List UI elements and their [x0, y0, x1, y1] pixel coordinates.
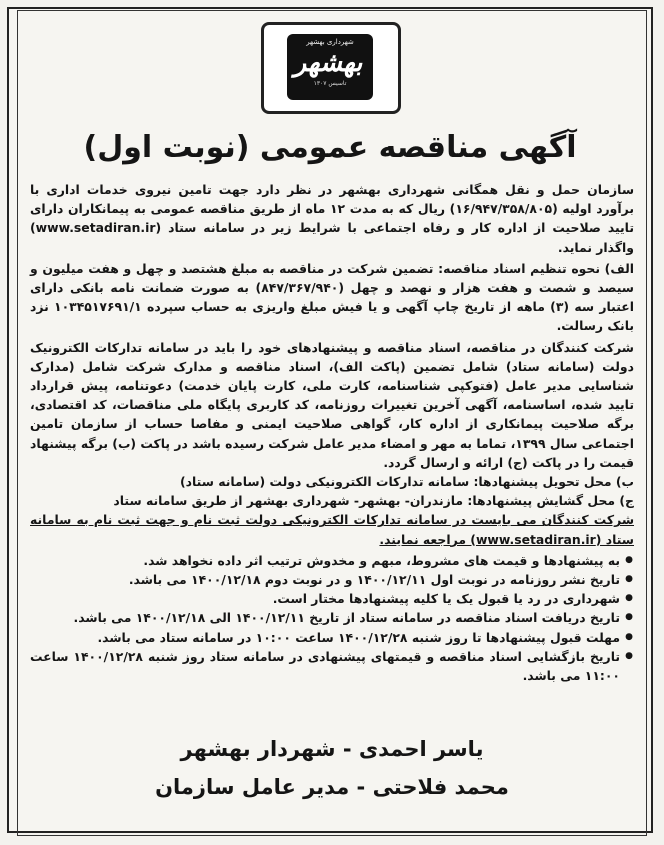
companies-paragraph: شرکت کنندگان می بایست در سامانه تدارکات الکترونیکی دولت ثبت نام و جهت ثبت نام به سامانه ستاد (www.setadiran.ir) مراجعه نمایند. — [30, 512, 634, 547]
signature-mayor: یاسر احمدی - شهردار بهشهر — [180, 737, 484, 761]
signature-director: محمد فلاحتی - مدیر عامل سازمان — [155, 775, 509, 799]
municipality-logo — [261, 22, 401, 114]
logo-top-text: شهرداری بهشهر — [306, 38, 354, 46]
participants-paragraph: شرکت کنندگان در مناقصه، اسناد مناقصه و پیشنهادهای خود را باید در سامانه تدارکات الکترونیک دولت (سامانه ستاد) شامل تضمین (پاکت الف)، اسناد مناقصه و مدارک شرکت شامل (مدارک شناسایی مدیر عامل (فتوکپی شناسنامه، کارت ملی، کارت پایان خدمت) دعوتنامه، پیش قرارداد تایید شده، اساسنامه، آگهی آخرین تغییرات روزنامه، کد کاربری پایگاه ملی مناقصات، کد اقتصادی، برگه صلاحیت پیمانکاری از اداره کار، گواهی صلاحیت ایمنی و مفاصا حساب از سازمان تامین اجتماعی سال ۱۳۹۹، تماما به مهر و امضاء مدیر عامل شرکت رسیده باشد در پاکت (ب) برگه پیشنهاد قیمت را در پاکت (ج) ارائه و ارسال گردد. — [30, 339, 634, 470]
logo-mark: بهشهر — [292, 48, 368, 78]
condition-item: ● تاریخ بازگشایی اسناد مناقصه و قیمتهای پیشنهادی در سامانه ستاد روز شنبه ۱۴۰۰/۱۲/۲۸ ساعت ۱۱:۰۰ می باشد. — [30, 647, 620, 685]
notice-body — [30, 180, 634, 685]
logo-emblem — [287, 34, 373, 100]
condition-item: ● مهلت قبول پیشنهادها تا روز شنبه ۱۴۰۰/۱۲/۲۸ ساعت ۱۰:۰۰ در سامانه ستاد می باشد. — [30, 628, 620, 647]
section-b-paragraph: ب) محل تحویل پیشنهادها: سامانه تدارکات الکترونیکی دولت (سامانه ستاد) — [179, 474, 634, 490]
section-c-paragraph: ج) محل گشایش پیشنهادها: مازندران- بهشهر- شهرداری بهشهر از طریق سامانه ستاد — [113, 493, 634, 509]
notice-title: آگهی مناقصه عمومی (نوبت اول) — [83, 130, 577, 165]
intro-paragraph: سازمان حمل و نقل همگانی شهرداری بهشهر در نظر دارد جهت تامین نیروی خدمات اداری با برآورد اولیه (۱۶/۹۴۷/۳۵۸/۸۰۵) ریال که به مدت ۱۲ ماه از طریق مناقصه عمومی به پیمانکاران دارای تایید صلاحیت از اداره کار و رفاه اجتماعی با شرایط زیر در سامانه ستاد (www.setadiran.ir) واگذار نماید. — [30, 182, 634, 255]
logo-bottom-text: تاسیس ۱۳۰۷ — [313, 80, 347, 87]
condition-item: ● شهرداری در رد یا قبول یک یا کلیه پیشنهادها مختار است. — [30, 589, 620, 608]
condition-item: ● به پیشنهادها و قیمت های مشروط، مبهم و مخدوش ترتیب اثر داده نخواهد شد. — [30, 551, 620, 570]
condition-item: ● تاریخ دریافت اسناد مناقصه در سامانه ستاد از تاریخ ۱۴۰۰/۱۲/۱۱ الی ۱۴۰۰/۱۲/۱۸ می باشد. — [30, 608, 620, 627]
conditions-list — [30, 551, 634, 685]
section-a-paragraph: الف) نحوه تنظیم اسناد مناقصه: تضمین شرکت در مناقصه به مبلغ هشتصد و چهل و هفت میلیون و سیصد و شصت و هفت هزار و نهصد و چهل (۸۴۷/۳۶۷/۹۴۰) به صورت ضمانت نامه بانکی دارای اعتبار سه (۳) ماهه از تاریخ چاپ آگهی و یا فیش مبلغ واریزی به حساب سپرده ۱۰۳۴۵۱۷۶۹۱/۱ نزد بانک رسالت. — [30, 260, 634, 334]
condition-item: ● تاریخ نشر روزنامه در نوبت اول ۱۴۰۰/۱۲/۱۱ و در نوبت دوم ۱۴۰۰/۱۲/۱۸ می باشد. — [30, 570, 620, 589]
